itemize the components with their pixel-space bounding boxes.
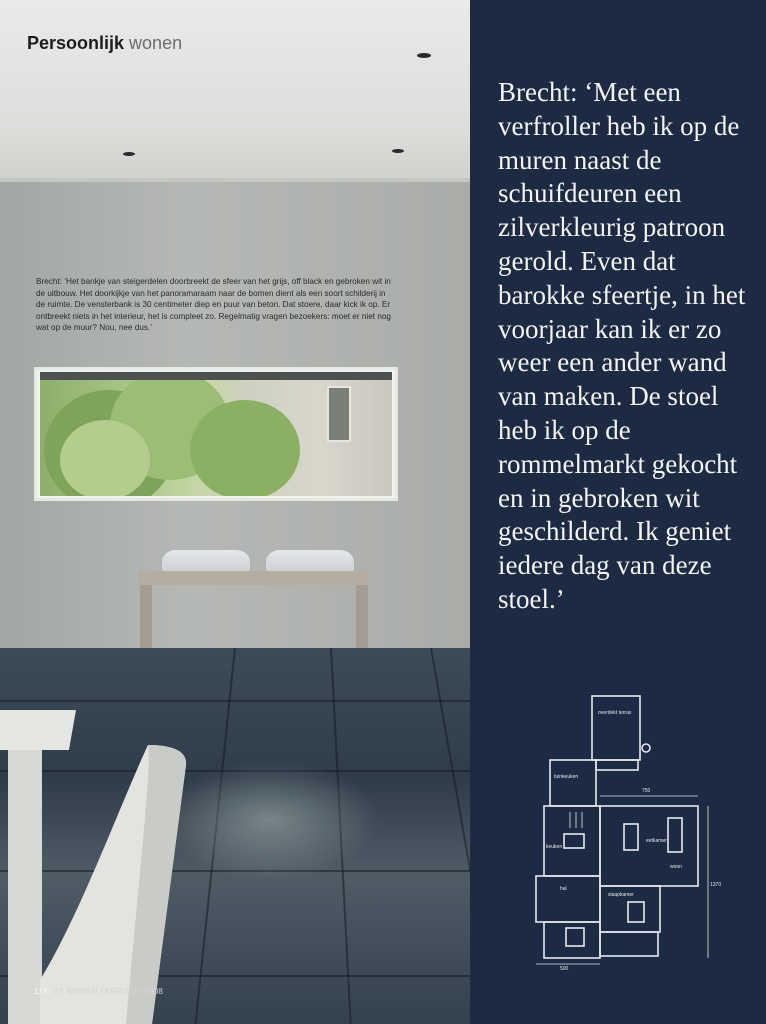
floor-plan-diagram	[530, 690, 740, 970]
plan-label: overdekt terras	[598, 710, 632, 716]
page-number: 112	[34, 987, 48, 996]
section-title: Persoonlijk	[27, 33, 125, 53]
pull-quote: Brecht: ‘Met een verfroller heb ik op de muren naast de schuifdeuren een zilverkleurig patroon gerold. Even dat barokke sfeertje, in het voorjaar kan ik er zo weer een ander wand van maken. De stoel heb ik op de rommelmarkt gekocht en in gebroken wit geschilderd. Ik geniet iedere dag van deze stoel.’	[498, 77, 746, 614]
window-frame	[40, 372, 392, 380]
house-window	[327, 386, 351, 442]
section-subtitle: wonen	[129, 33, 183, 53]
ceiling-spotlight	[123, 152, 135, 156]
ceiling	[0, 0, 472, 182]
plan-label: keuken	[546, 844, 563, 850]
scaffold-bench	[138, 571, 368, 585]
white-chair	[40, 745, 190, 1024]
plan-dimension: 1370	[710, 882, 722, 888]
plan-label: eetkamer	[646, 838, 667, 844]
photo-caption: Brecht: ‘Het bankje van steigerdelen doorbreekt de sfeer van het grijs, off black en gebroken wit in de uitbouw. Het doorkijkje van het panoramaraam naar de bomen dient als een soort schilderij in de ruimte. De vensterbank is 30 centimeter diep en puur van beton. Dat stoere, daar kick ik op. Er ontbreekt niets in het interieur, het is compleet zo. Regelmatig vragen bezoekers: moet er niet nog wat op de muur? Nou, nee dus.’	[36, 277, 391, 333]
plan-label: slaapkamer	[608, 892, 634, 898]
table-top	[0, 710, 76, 750]
quote-panel	[470, 0, 766, 1024]
ceiling-spotlight	[417, 53, 431, 58]
window-view-trees	[40, 380, 392, 496]
page-footer	[34, 987, 163, 996]
plan-dimension: 500	[560, 966, 569, 970]
table-leg	[8, 748, 42, 1024]
plan-label: woon	[670, 864, 682, 870]
plan-label: hal	[560, 886, 567, 892]
floor-reflection	[160, 760, 380, 880]
ceiling-spotlight	[392, 149, 404, 153]
plan-label: tuinkeuken	[554, 774, 579, 780]
plan-dimension: 750	[642, 788, 651, 794]
section-header	[27, 33, 182, 54]
publication-line: VT WONEN FEBRUARI 2008	[52, 987, 164, 996]
